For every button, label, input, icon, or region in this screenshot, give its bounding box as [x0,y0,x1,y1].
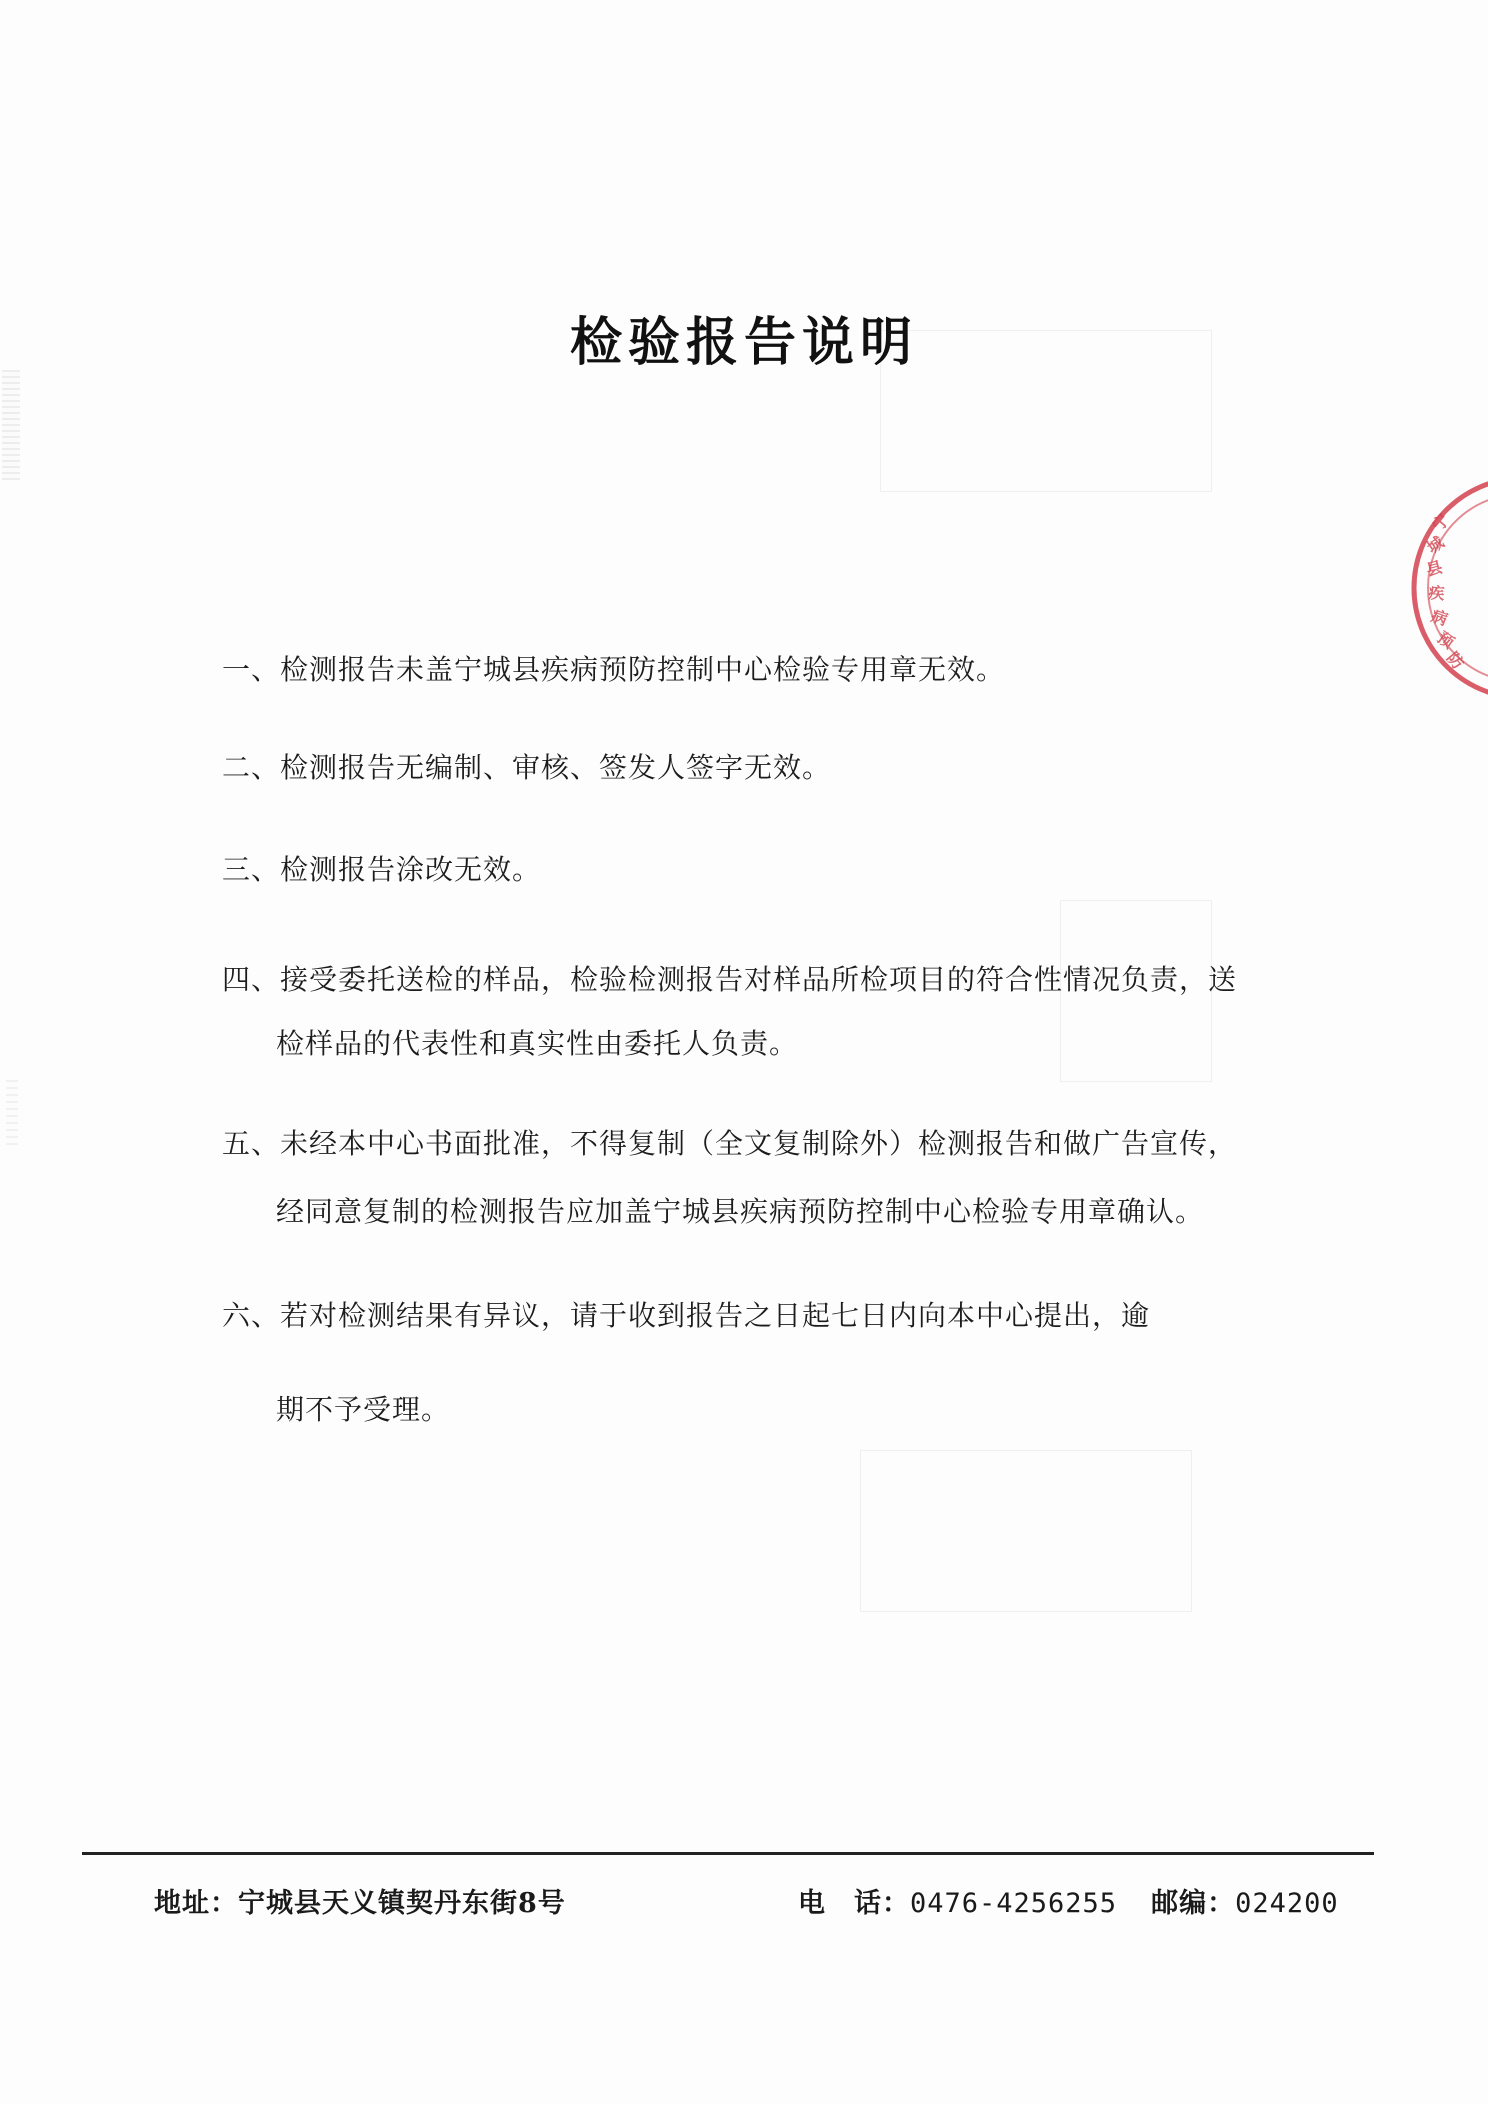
clause-1 [222,650,1005,690]
clause-text: 未经本中心书面批准，不得复制（全文复制除外）检测报告和做广告宣传， [280,1127,1238,1160]
svg-text:防: 防 [1442,648,1468,673]
svg-text:县: 县 [1424,557,1445,580]
clause-text: 检测报告未盖宁城县疾病预防控制中心检验专用章无效。 [280,653,1006,686]
clause-5-continuation: 经同意复制的检测报告应加盖宁城县疾病预防控制中心检验专用章确认。 [276,1195,1205,1228]
svg-text:疾: 疾 [1427,583,1446,604]
clause-number: 三、 [222,853,281,886]
postcode-label: 邮编： [1151,1888,1236,1919]
scan-artifact [6,1080,18,1150]
clause-2 [222,748,831,788]
phone-value: 0476-4256255 [910,1888,1118,1919]
seal-stamp [1404,470,1488,700]
clause-text: 若对检测结果有异议，请于收到报告之日起七日内向本中心提出，逾 [280,1299,1151,1332]
clause-6 [222,1296,1150,1336]
scan-artifact [2,370,20,480]
clause-number: 二、 [222,751,281,784]
clause-6-continuation: 期不予受理。 [276,1393,451,1426]
address-label: 地址： [154,1888,238,1919]
page-title: 检验报告说明 [569,313,918,373]
postcode-value: 024200 [1235,1888,1339,1919]
phone-label: 电 话： [798,1888,910,1919]
clause-5 [222,1124,1237,1164]
clause-4-continuation: 检样品的代表性和真实性由委托人负责。 [276,1027,799,1060]
svg-text:预: 预 [1433,627,1458,653]
footer-address [154,1884,566,1924]
address-value: 宁城县天义镇契丹东街8号 [238,1888,566,1919]
clause-text: 检测报告涂改无效。 [280,853,542,886]
clause-number: 六、 [222,1299,281,1332]
clause-text: 检测报告无编制、审核、签发人签字无效。 [280,751,832,784]
clause-number: 一、 [222,653,281,686]
clause-3 [222,850,541,890]
bleed-through-mark [860,1450,1192,1612]
clause-number: 四、 [222,963,281,996]
svg-text:病: 病 [1428,605,1451,630]
clause-number: 五、 [222,1127,281,1160]
svg-text:宁: 宁 [1428,510,1454,535]
footer-divider [82,1852,1374,1855]
clause-text: 接受委托送检的样品，检验检测报告对样品所检项目的符合性情况负责，送 [280,963,1238,996]
clause-4 [222,960,1237,1000]
svg-text:城: 城 [1423,532,1448,558]
footer-contact [798,1884,1339,1924]
